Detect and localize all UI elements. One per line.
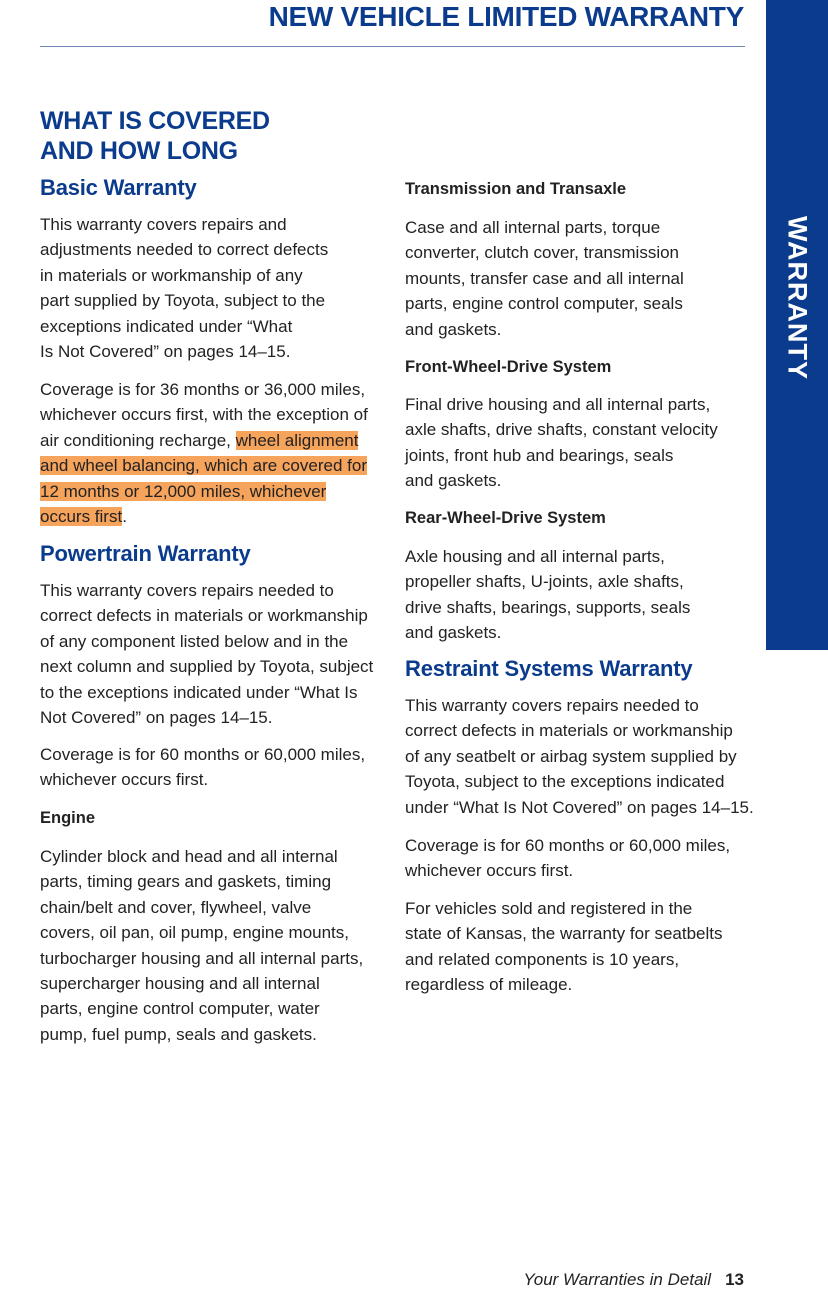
text-line: propeller shafts, U-joints, axle shafts, bbox=[405, 572, 684, 592]
restraint-paragraph-3 bbox=[405, 896, 723, 998]
restraint-paragraph-2 bbox=[405, 833, 730, 884]
text-line bbox=[40, 504, 368, 529]
text-line: Coverage is for 60 months or 60,000 miles, bbox=[40, 745, 366, 764]
text-line: For vehicles sold and registered in the bbox=[405, 899, 693, 918]
basic-warranty-heading: Basic Warranty bbox=[40, 175, 197, 200]
text-line: pump, fuel pump, seals and gaskets. bbox=[40, 1024, 317, 1044]
text-line: next column and supplied by Toyota, subject bbox=[40, 657, 374, 677]
highlighted-text: and wheel balancing, which are covered for bbox=[40, 456, 367, 476]
text-line: parts, engine control computer, water bbox=[40, 999, 320, 1019]
basic-warranty-paragraph-1 bbox=[40, 212, 328, 364]
text-line: chain/belt and cover, flywheel, valve bbox=[40, 897, 312, 917]
text-line: and gaskets. bbox=[405, 471, 502, 491]
engine-heading: Engine bbox=[40, 809, 96, 827]
text-line: Is Not Covered” on pages 14–15. bbox=[40, 342, 291, 362]
text-line: whichever occurs first, with the exception of bbox=[40, 405, 368, 425]
restraint-systems-heading: Restraint Systems Warranty bbox=[405, 656, 693, 681]
text-line: mounts, transfer case and all internal bbox=[405, 268, 684, 288]
powertrain-paragraph-1 bbox=[40, 578, 373, 730]
text-line: drive shafts, bearings, supports, seals bbox=[405, 597, 691, 617]
text-line: parts, timing gears and gaskets, timing bbox=[40, 872, 332, 892]
highlighted-text: 12 months or 12,000 miles, whichever bbox=[40, 481, 327, 501]
engine-paragraph bbox=[40, 844, 363, 1047]
text-line: covers, oil pan, oil pump, engine mounts, bbox=[40, 923, 350, 943]
page-footer bbox=[523, 1268, 744, 1292]
text-line: turbocharger housing and all internal parts, bbox=[40, 948, 364, 968]
text-line: and related components is 10 years, bbox=[405, 949, 680, 969]
text-line: correct defects in materials or workmanship bbox=[40, 606, 368, 626]
text-line: joints, front hub and bearings, seals bbox=[405, 445, 674, 465]
text-line: state of Kansas, the warranty for seatbelts bbox=[405, 924, 723, 944]
plain-text: . bbox=[122, 507, 127, 527]
side-tab-label: WARRANTY bbox=[782, 216, 813, 380]
section-title-line-2: AND HOW LONG bbox=[40, 137, 238, 165]
text-line: Final drive housing and all internal parts, bbox=[405, 395, 711, 414]
text-line: of any component listed below and in the bbox=[40, 631, 349, 651]
powertrain-warranty-heading: Powertrain Warranty bbox=[40, 541, 251, 566]
text-line bbox=[40, 479, 368, 504]
text-line: converter, clutch cover, transmission bbox=[405, 243, 680, 263]
text-line: whichever occurs first. bbox=[40, 770, 209, 790]
text-line: This warranty covers repairs and bbox=[40, 215, 287, 234]
text-line: Cylinder block and head and all internal bbox=[40, 847, 338, 866]
text-line: exceptions indicated under “What bbox=[40, 316, 293, 336]
transmission-heading: Transmission and Transaxle bbox=[405, 180, 627, 198]
text-line: parts, engine control computer, seals bbox=[405, 294, 683, 314]
text-line: regardless of mileage. bbox=[405, 975, 573, 995]
text-line: Not Covered” on pages 14–15. bbox=[40, 708, 273, 728]
highlighted-text: wheel alignment bbox=[235, 430, 359, 450]
transmission-paragraph bbox=[405, 215, 684, 342]
text-line: and gaskets. bbox=[405, 623, 502, 643]
text-line: under “What Is Not Covered” on pages 14–15. bbox=[405, 797, 754, 817]
highlighted-text: occurs first bbox=[40, 507, 123, 527]
text-line: This warranty covers repairs needed to bbox=[40, 581, 334, 600]
text-line: part supplied by Toyota, subject to the bbox=[40, 291, 326, 311]
front-wheel-drive-paragraph bbox=[405, 392, 718, 494]
header-divider bbox=[40, 46, 745, 47]
warranty-side-tab bbox=[766, 0, 828, 650]
rear-wheel-drive-paragraph bbox=[405, 544, 690, 646]
text-line: adjustments needed to correct defects bbox=[40, 240, 329, 260]
text-line bbox=[40, 428, 368, 453]
text-line: whichever occurs first. bbox=[405, 861, 574, 881]
text-line: to the exceptions indicated under “What Is bbox=[40, 682, 358, 702]
plain-text: air conditioning recharge, bbox=[40, 430, 236, 450]
rear-wheel-drive-heading: Rear-Wheel-Drive System bbox=[405, 509, 606, 527]
section-title bbox=[40, 106, 270, 166]
powertrain-paragraph-2 bbox=[40, 742, 365, 793]
section-title-line-1: WHAT IS COVERED bbox=[40, 107, 270, 135]
text-line: Coverage is for 60 months or 60,000 miles, bbox=[405, 836, 731, 855]
text-line: axle shafts, drive shafts, constant velocity bbox=[405, 420, 718, 440]
text-line: in materials or workmanship of any bbox=[40, 265, 303, 285]
page-header-title: NEW VEHICLE LIMITED WARRANTY bbox=[268, 1, 744, 32]
restraint-paragraph-1 bbox=[405, 693, 754, 820]
text-line: and gaskets. bbox=[405, 319, 502, 339]
footer-section-name: Your Warranties in Detail bbox=[523, 1270, 712, 1289]
text-line: Toyota, subject to the exceptions indicated bbox=[405, 772, 725, 792]
text-line: This warranty covers repairs needed to bbox=[405, 696, 699, 715]
text-line: supercharger housing and all internal bbox=[40, 974, 320, 994]
text-line bbox=[40, 453, 368, 478]
front-wheel-drive-heading: Front-Wheel-Drive System bbox=[405, 358, 612, 376]
text-line: Coverage is for 36 months or 36,000 miles, bbox=[40, 380, 366, 399]
page-number: 13 bbox=[725, 1270, 744, 1289]
text-line: of any seatbelt or airbag system supplied by bbox=[405, 746, 737, 766]
text-line: correct defects in materials or workmanship bbox=[405, 721, 733, 741]
text-line: Case and all internal parts, torque bbox=[405, 218, 661, 237]
text-line: Axle housing and all internal parts, bbox=[405, 547, 665, 566]
basic-warranty-paragraph-2 bbox=[40, 377, 368, 529]
